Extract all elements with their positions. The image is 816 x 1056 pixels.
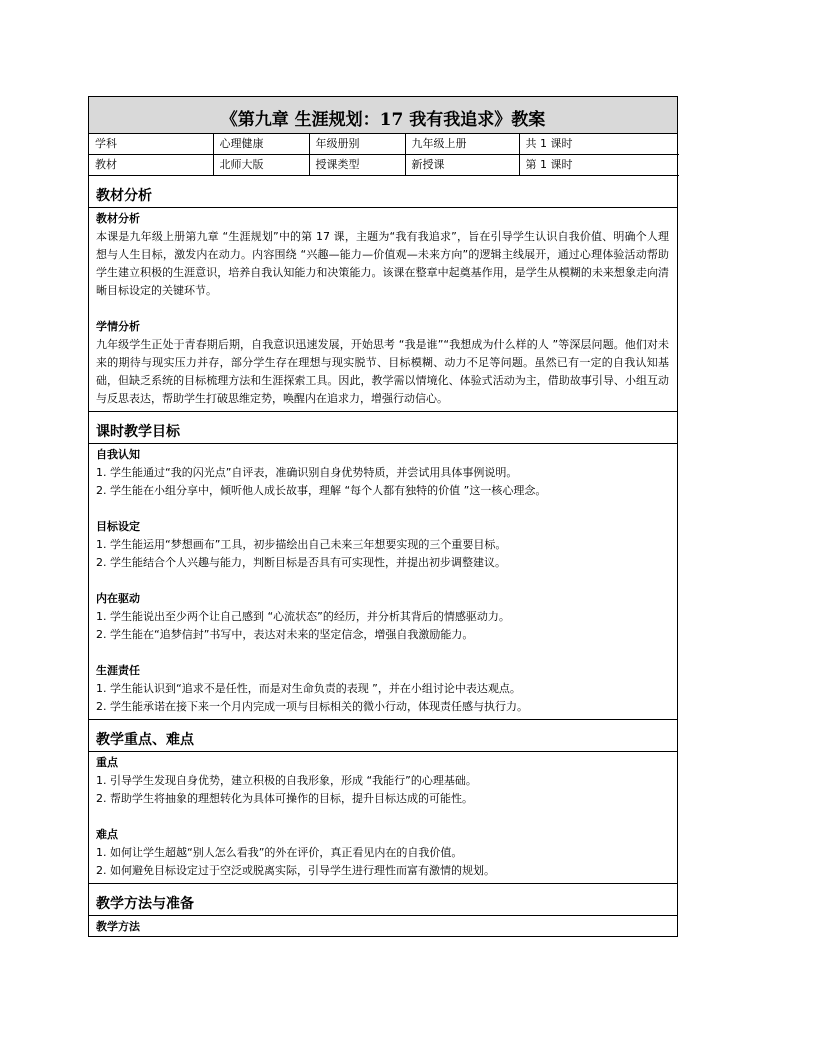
key-points-body (89, 752, 677, 884)
key-points-heading: 教学重点、难点 (89, 720, 677, 752)
analysis-body (89, 208, 677, 412)
objective-item: 2. 学生能结合个人兴趣与能力，判断目标是否具有可实现性，并提出初步调整建议。 (96, 556, 506, 569)
objectives-body (89, 444, 677, 720)
teaching-methods-title: 教学方法 (96, 920, 140, 933)
objective-group-title: 自我认知 (96, 448, 140, 461)
textbook-analysis-text: 本课是九年级上册第九章 “生涯规划”中的第 17 课，主题为“我有我追求”，旨在引导学生认识自我价值、明确个人理想与人生目标，激发内在动力。内容围绕 “兴趣—能力—价值观—未来方向”的逻辑主线展开，通过心理体验活动帮助学生建立积极的生涯意识，培养自我认知能力和决策能力。该课在整章中起奠基作用，是学生从模糊的未来想象走向清晰目标设定的关键环节。 (96, 230, 669, 297)
difficult-points-title: 难点 (96, 828, 118, 841)
objective-item: 2. 学生能在小组分享中，倾听他人成长故事，理解 “每个人都有独特的价值 ”这一核心理念。 (96, 484, 547, 497)
objective-group-title: 生涯责任 (96, 664, 140, 677)
grade-value: 九年级上册 (405, 134, 519, 155)
document-title: 《第九章 生涯规划：17 我有我追求》教案 (89, 97, 677, 134)
analysis-heading: 教材分析 (89, 176, 677, 208)
current-period: 第 1 课时 (519, 155, 679, 176)
total-periods: 共 1 课时 (519, 134, 679, 155)
objective-item: 1. 学生能认识到“追求不是任性，而是对生命负责的表现 ”，并在小组讨论中表达观点。 (96, 682, 521, 695)
objectives-heading: 课时教学目标 (89, 412, 677, 444)
lesson-type-label: 授课类型 (309, 155, 405, 176)
objective-group-title: 目标设定 (96, 520, 140, 533)
difficult-point-item: 1. 如何让学生超越“别人怎么看我”的外在评价，真正看见内在的自我价值。 (96, 846, 463, 859)
info-row-2 (89, 155, 679, 176)
objective-group-title: 内在驱动 (96, 592, 140, 605)
textbook-analysis-title: 教材分析 (96, 212, 140, 225)
subject-label: 学科 (89, 134, 213, 155)
learner-analysis-text: 九年级学生正处于青春期后期，自我意识迅速发展，开始思考 “我是谁”“我想成为什么样的人 ”等深层问题。他们对未来的期待与现实压力并存，部分学生存在理想与现实脱节、目标模糊、动力不足等问题。虽然已有一定的自我认知基础，但缺乏系统的目标梳理方法和生涯探索工具。因此，教学需以情境化、体验式活动为主，借助故事引导、小组互动与反思表达，帮助学生打破思维定势，唤醒内在追求力，增强行动信心。 (96, 338, 669, 405)
textbook-value: 北师大版 (213, 155, 309, 176)
objective-item: 1. 学生能运用“梦想画布”工具，初步描绘出自己未来三年想要实现的三个重要目标。 (96, 538, 507, 551)
info-row-1 (89, 134, 679, 155)
methods-heading: 教学方法与准备 (89, 884, 677, 916)
grade-label: 年级册别 (309, 134, 405, 155)
lesson-plan-document (88, 96, 678, 937)
subject-value: 心理健康 (213, 134, 309, 155)
textbook-label: 教材 (89, 155, 213, 176)
objective-item: 1. 学生能说出至少两个让自己感到 “心流状态”的经历，并分析其背后的情感驱动力。 (96, 610, 510, 623)
important-point-item: 1. 引导学生发现自身优势，建立积极的自我形象，形成 “我能行”的心理基础。 (96, 774, 477, 787)
objective-item: 1. 学生能通过“我的闪光点”自评表，准确识别自身优势特质，并尝试用具体事例说明。 (96, 466, 518, 479)
learner-analysis-title: 学情分析 (96, 320, 140, 333)
difficult-point-item: 2. 如何避免目标设定过于空泛或脱离实际，引导学生进行理性而富有激情的规划。 (96, 864, 495, 877)
objective-item: 2. 学生能承诺在接下来一个月内完成一项与目标相关的微小行动，体现责任感与执行力。 (96, 700, 528, 713)
lesson-type-value: 新授课 (405, 155, 519, 176)
important-points-title: 重点 (96, 756, 118, 769)
important-point-item: 2. 帮助学生将抽象的理想转化为具体可操作的目标，提升目标达成的可能性。 (96, 792, 473, 805)
course-info-table (89, 134, 679, 176)
objective-item: 2. 学生能在“追梦信封”书写中，表达对未来的坚定信念，增强自我激励能力。 (96, 628, 474, 641)
methods-body (89, 916, 677, 936)
